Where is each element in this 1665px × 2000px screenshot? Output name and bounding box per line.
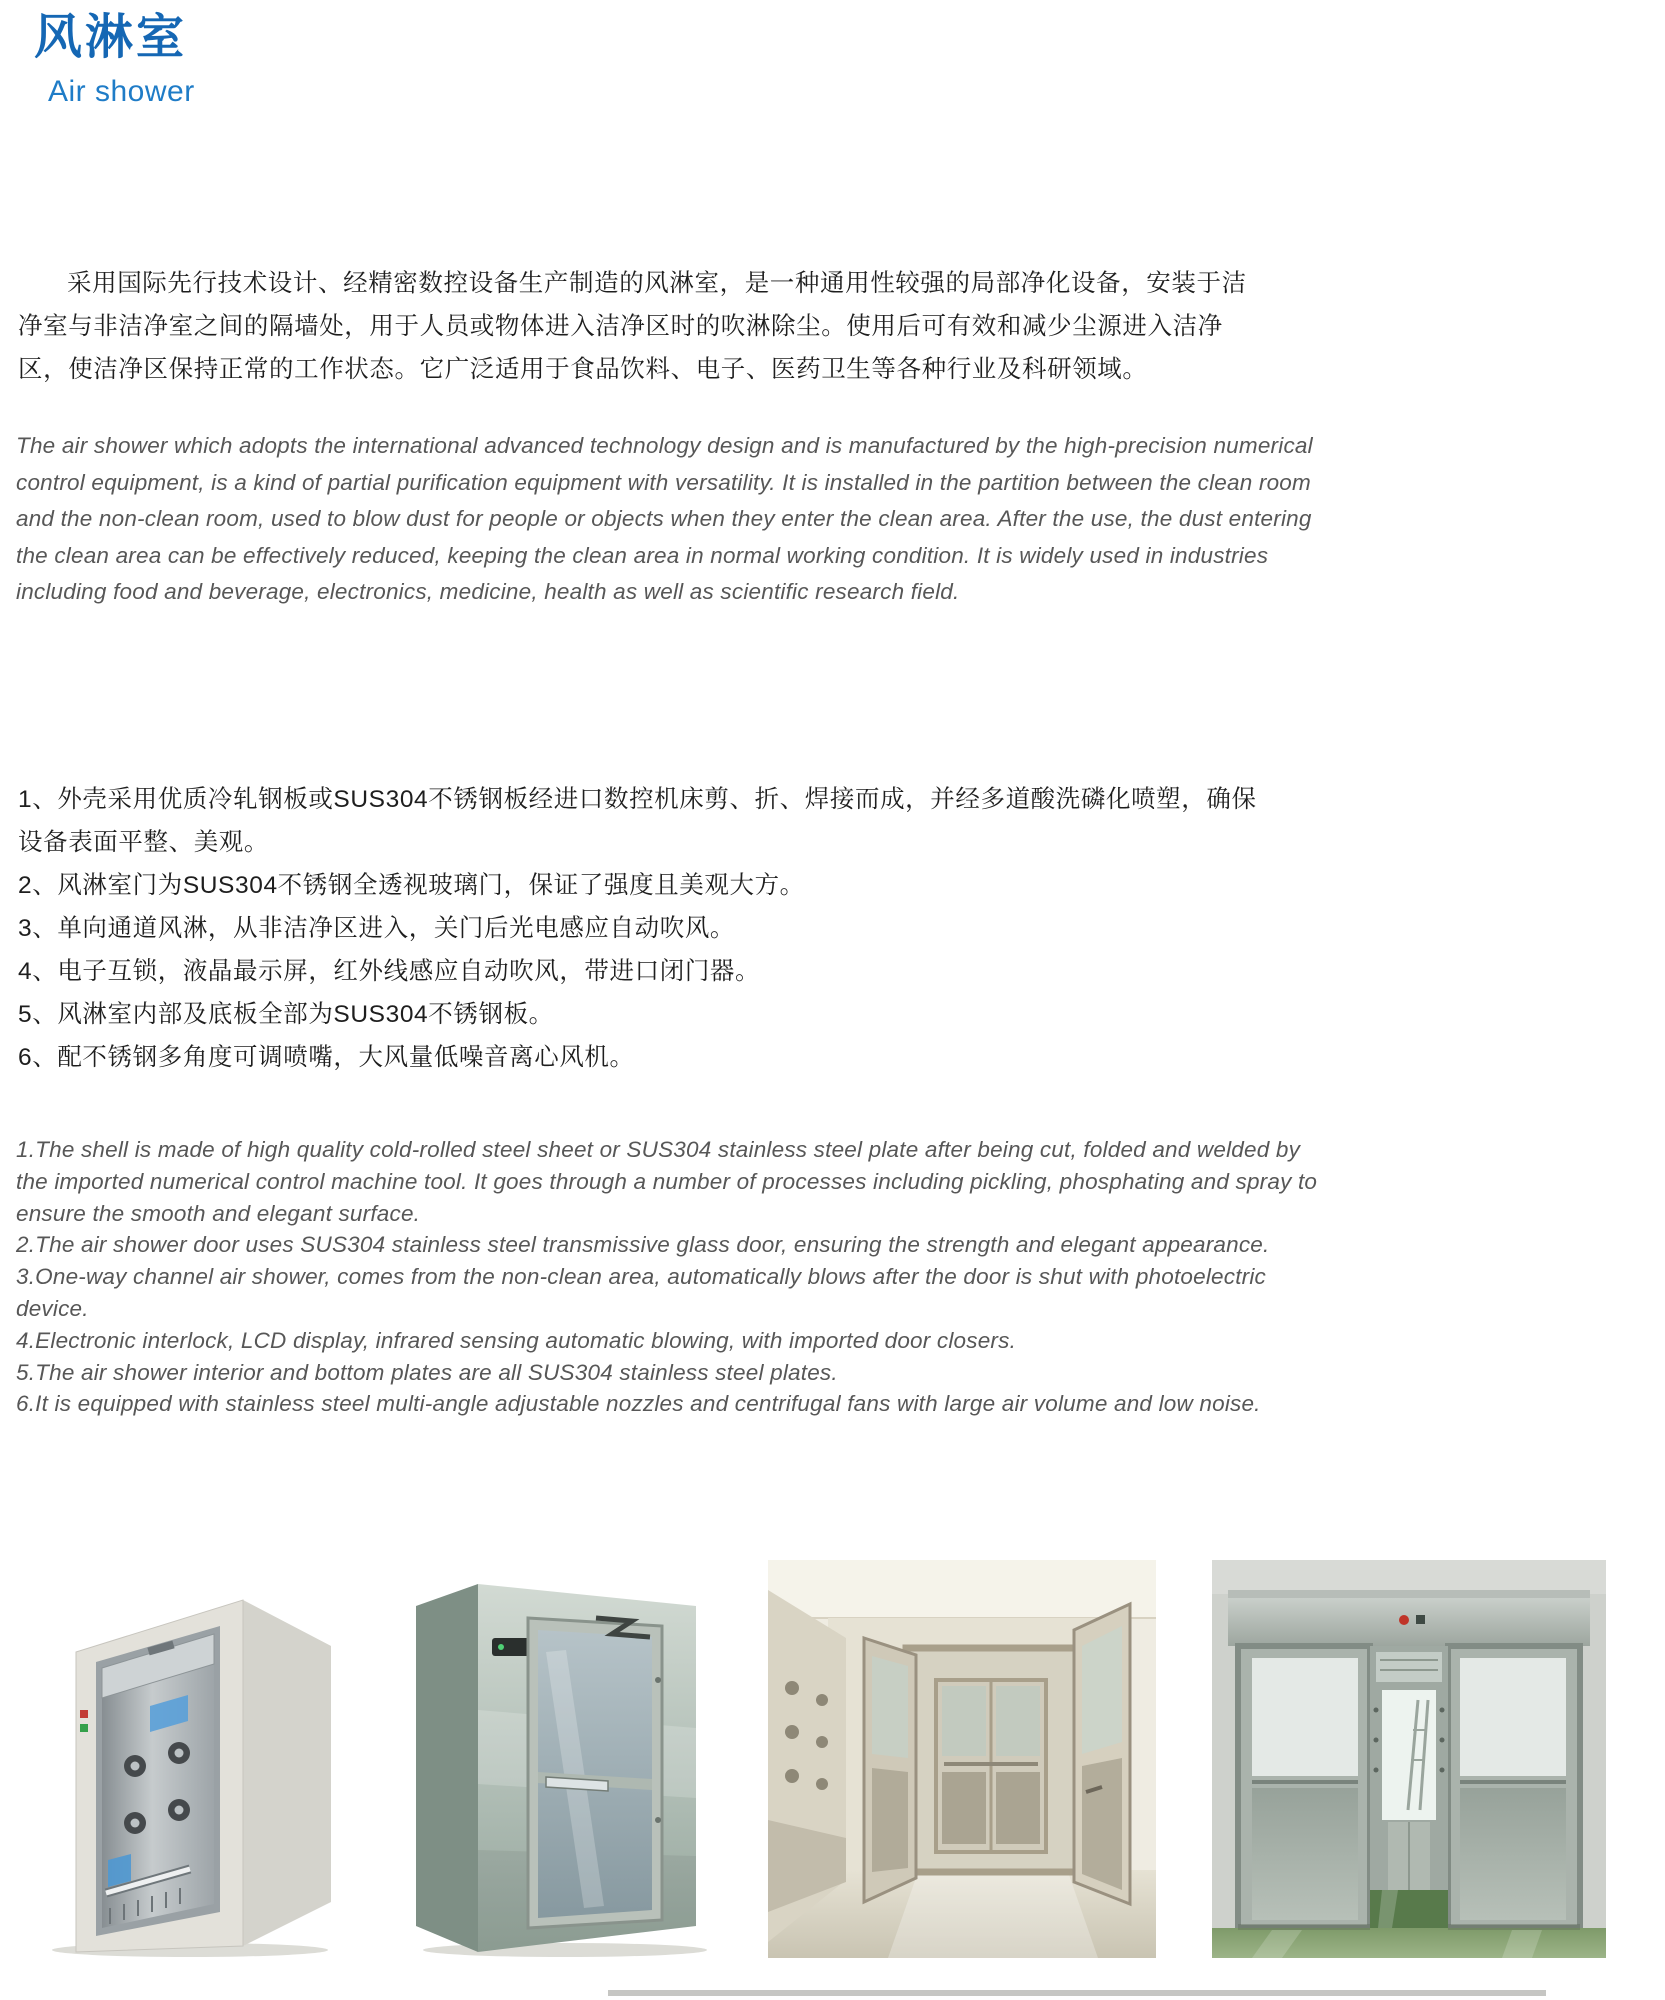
feature-item-cn-1: 1、外壳采用优质冷轧钢板或SUS304不锈钢板经进口数控机床剪、折、焊接而成，并经多道酸洗磷化喷塑，确保设备表面平整、美观。 (18, 786, 1257, 856)
feature-item-cn-4: 4、电子互锁，液晶最示屏，红外线感应自动吹风，带进口闭门器。 (18, 958, 761, 985)
feature-item-cn-5: 5、风淋室内部及底板全部为SUS304不锈钢板。 (18, 1001, 554, 1028)
feature-item-en-4: 4.Electronic interlock, LCD display, infrared sensing automatic blowing, with imported door closers. (16, 1327, 1017, 1353)
left-door-leaf (864, 1638, 916, 1902)
feature-list-cn (18, 778, 1273, 1079)
feature-item-en-6: 6.It is equipped with stainless steel multi-angle adjustable nozzles and centrifugal fans with large air volume and low noise. (16, 1391, 1261, 1417)
page-title-cn: 风淋室 (34, 11, 188, 64)
product-photo-sliding-door-air-shower (1212, 1560, 1606, 1958)
feature-list-en (16, 1134, 1336, 1420)
indicator-light-red (1399, 1615, 1409, 1625)
feature-item-en-1: 1.The shell is made of high quality cold-rolled steel sheet or SUS304 stainless steel plate after being cut, folded and welded by the imported numerical control machine tool. It goes through a number of processes including pickling, phosphating and spray to ensure the smooth and elegant surface. (16, 1137, 1318, 1226)
feature-item-en-5: 5.The air shower interior and bottom plates are all SUS304 stainless steel plates. (16, 1359, 838, 1385)
intro-paragraph-en: The air shower which adopts the international advanced technology design and is manufactured by the high-precision numerical control equipment, is a kind of partial purification equipment with versatility. It is installed in the partition between the clean room and the non-clean room, used to blow dust for people or objects when they enter the clean area. After the use, the dust entering the clean area can be effectively reduced, keeping the clean area in normal working condition. It is widely used in industries including food and beverage, electronics, medicine, health as well as scientific research field. (16, 433, 1313, 604)
sliding-door-illustration (1212, 1560, 1606, 1958)
feature-item-cn-3: 3、单向通道风淋，从非洁净区进入，关门后光电感应自动吹风。 (18, 915, 736, 942)
corridor-illustration (768, 1560, 1156, 1958)
feature-item-cn-2: 2、风淋室门为SUS304不锈钢全透视玻璃门，保证了强度且美观大方。 (18, 872, 805, 899)
page-bottom-edge-artifact (608, 1990, 1546, 1996)
product-photo-stainless-air-shower (400, 1560, 712, 1958)
inner-double-doors (936, 1680, 1046, 1852)
stainless-air-shower-illustration (400, 1560, 712, 1958)
page-header (34, 10, 195, 109)
sliding-door-right (1448, 1646, 1580, 1928)
interior-opening (1370, 1646, 1448, 1928)
right-door-leaf (1074, 1604, 1130, 1904)
indicator-light-green (80, 1724, 88, 1732)
feature-item-cn-6: 6、配不锈钢多角度可调喷嘴，大风量低噪音离心风机。 (18, 1044, 635, 1071)
product-photo-white-air-shower (38, 1560, 340, 1958)
feature-item-en-3: 3.One-way channel air shower, comes from the non-clean area, automatically blows after the door is shut with photoelectric device. (16, 1264, 1267, 1321)
intro-paragraph-cn: 采用国际先行技术设计、经精密数控设备生产制造的风淋室，是一种通用性较强的局部净化设备，安装于洁净室与非洁净室之间的隔墙处，用于人员或物体进入洁净区时的吹淋除尘。使用后可有效和减少尘源进入洁净区，使洁净区保持正常的工作状态。它广泛适用于食品饮料、电子、医药卫生等各种行业及科研领域。 (18, 270, 1247, 383)
feature-item-en-2: 2.The air shower door uses SUS304 stainless steel transmissive glass door, ensuring the strength and elegant appearance. (16, 1232, 1270, 1258)
door-header (1228, 1598, 1590, 1646)
page-title-en: Air shower (48, 75, 195, 109)
indicator-light-red (80, 1710, 88, 1718)
control-panel (492, 1638, 530, 1656)
product-photo-corridor-doors (768, 1560, 1156, 1958)
product-photos-row (0, 1560, 1665, 1962)
sliding-door-left (1238, 1646, 1370, 1928)
white-air-shower-illustration (38, 1560, 340, 1958)
